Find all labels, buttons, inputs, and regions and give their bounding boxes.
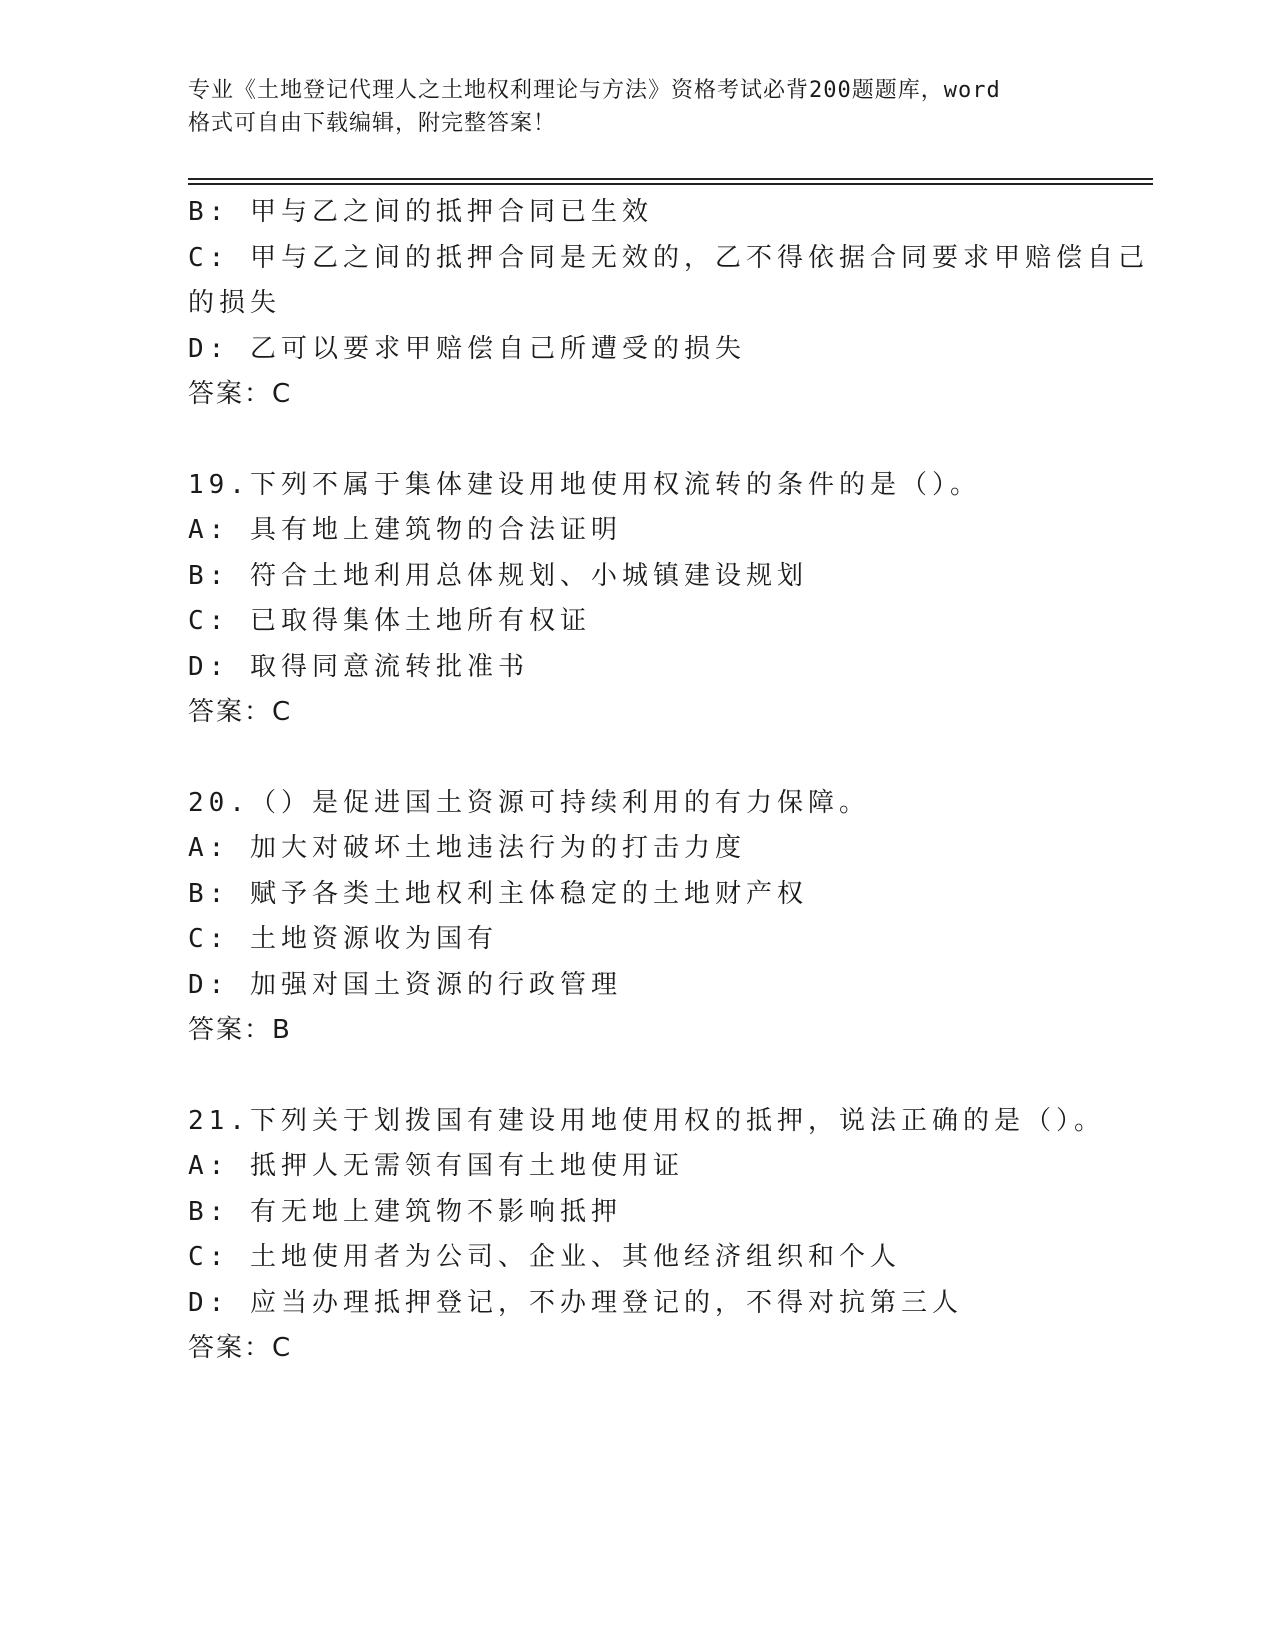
option-d: D: 加强对国土资源的行政管理	[188, 969, 622, 1000]
option-c: C: 甲与乙之间的抵押合同是无效的，乙不得依据合同要求甲赔偿自己	[188, 242, 1149, 273]
option-c: C: 土地使用者为公司、企业、其他经济组织和个人	[188, 1242, 901, 1272]
option-b: B: 赋予各类土地权利主体稳定的土地财产权	[188, 878, 808, 909]
question-block-19	[188, 463, 1088, 736]
header-line-1: 专业《土地登记代理人之土地权利理论与方法》资格考试必背200题题库，word	[188, 78, 1001, 103]
document-header	[188, 74, 1068, 140]
question-block-previous	[188, 190, 1149, 418]
question-stem: 21.下列关于划拨国有建设用地使用权的抵押，说法正确的是（）。	[188, 1105, 1105, 1136]
option-c: C: 土地资源收为国有	[188, 924, 498, 954]
option-a: A: 具有地上建筑物的合法证明	[188, 515, 622, 545]
answer-line: 答案：C	[188, 1333, 293, 1363]
option-d: D: 乙可以要求甲赔偿自己所遭受的损失	[188, 333, 746, 364]
answer-line: 答案：C	[188, 379, 293, 409]
option-a: A: 抵押人无需领有国有土地使用证	[188, 1151, 684, 1181]
question-block-20	[188, 781, 1088, 1054]
option-d: D: 取得同意流转批准书	[188, 651, 529, 682]
question-block-21	[188, 1099, 1105, 1372]
document-body	[188, 190, 1149, 1372]
option-b: B: 符合土地利用总体规划、小城镇建设规划	[188, 560, 808, 591]
header-rule-top	[188, 178, 1153, 180]
option-a: A: 加大对破坏土地违法行为的打击力度	[188, 833, 746, 863]
header-rule-bottom	[188, 183, 1153, 185]
option-c-continued: 的损失	[188, 288, 282, 318]
option-b: B: 有无地上建筑物不影响抵押	[188, 1196, 622, 1227]
option-d: D: 应当办理抵押登记，不办理登记的，不得对抗第三人	[188, 1287, 963, 1318]
question-stem: 20.（）是促进国土资源可持续利用的有力保障。	[188, 787, 870, 818]
option-c: C: 已取得集体土地所有权证	[188, 606, 591, 636]
option-b: B: 甲与乙之间的抵押合同已生效	[188, 197, 653, 227]
question-stem: 19.下列不属于集体建设用地使用权流转的条件的是（）。	[188, 469, 981, 500]
header-line-2: 格式可自由下载编辑，附完整答案！	[188, 111, 557, 136]
answer-line: 答案：B	[188, 1015, 292, 1045]
answer-line: 答案：C	[188, 697, 293, 727]
